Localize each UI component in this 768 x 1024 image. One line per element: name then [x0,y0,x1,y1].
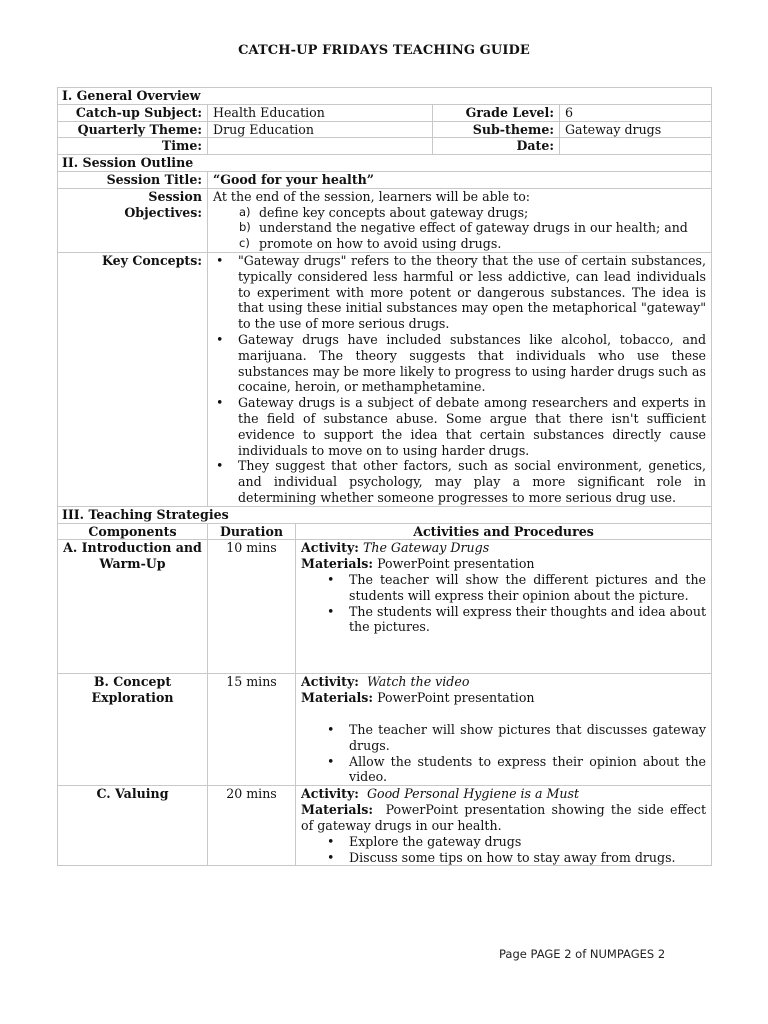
objective-text: promote on how to avoid using drugs. [259,236,502,252]
theme-row [58,121,712,138]
subtheme-value: Gateway drugs [560,121,712,138]
activity-name: Good Personal Hygiene is a Must [366,786,580,802]
time-value [208,138,433,155]
materials-value: PowerPoint presentation showing the side effect of gateway drugs in our health. [301,802,707,833]
objective-marker: b) [239,220,251,235]
session-outline-heading: II. Session Outline [58,155,712,172]
theme-label: Quarterly Theme: [58,121,208,138]
procedure-list [301,722,706,785]
objectives-list [213,205,706,252]
date-label: Date: [433,138,560,155]
session-objectives-cell [208,188,712,252]
materials-label: Materials: [301,802,374,818]
materials-line [301,690,706,706]
materials-value: PowerPoint presentation [377,690,535,706]
objective-text: understand the negative effect of gateway drugs in our health; and [259,220,688,236]
procedure-list [301,834,706,866]
page-title: CATCH-UP FRIDAYS TEACHING GUIDE [238,43,530,58]
activities-cell [296,674,712,786]
components-column-header: Components [58,523,208,540]
subject-row [58,104,712,121]
key-concepts-row [58,252,712,506]
component-name: C. Valuing [58,786,208,866]
key-concept-item: • Gateway drugs have included substances like alcohol, tobacco, and marijuana. The theory suggests that individuals who use these substances may be more likely to progress to using harder drugs such as cocaine, heroin, or methamphetamine. [213,332,706,395]
activity-label: Activity: [301,540,359,556]
component-duration: 10 mins [208,540,296,674]
subtheme-label: Sub-theme: [433,121,560,138]
procedure-item: • Explore the gateway drugs [301,834,706,850]
materials-line [301,802,706,834]
objective-item [213,205,706,221]
objective-marker: a) [239,204,251,219]
activities-cell [296,540,712,674]
materials-line [301,556,706,572]
time-row [58,138,712,155]
activity-line [301,540,706,556]
activity-name: Watch the video [366,674,470,690]
strategy-row-concept-exploration [58,674,712,786]
procedure-item: • The teacher will show the different pictures and the students will express their opinion about the picture. [301,572,706,604]
component-name: A. Introduction and Warm-Up [58,540,208,674]
materials-label: Materials: [301,690,374,706]
activity-label: Activity: [301,786,359,802]
procedure-item: • Allow the students to express their opinion about the video. [301,754,706,786]
teaching-guide-table [57,87,712,866]
objectives-intro: At the end of the session, learners will be able to: [213,188,531,204]
procedure-item: • Discuss some tips on how to stay away from drugs. [301,850,706,866]
activity-line [301,786,706,802]
strategy-row-valuing [58,786,712,866]
key-concept-item: • "Gateway drugs" refers to the theory that the use of certain substances, typically considered less harmful or less addictive, can lead individuals to experiment with more potent or dangerous substances. The idea is that using these initial substances may open the metaphorical "gateway" to the use of more serious drugs. [213,253,706,332]
objectives-label-line-1: Session [148,188,202,204]
objective-item [213,220,706,236]
subject-value: Health Education [208,104,433,121]
session-outline-header-row [58,155,712,172]
materials-value: PowerPoint presentation [377,556,535,572]
key-concept-item: • Gateway drugs is a subject of debate among researchers and experts in the field of substance abuse. Some argue that there isn't sufficient evidence to support the idea that certain substances directly cause individuals to move on to using harder drugs. [213,395,706,458]
activity-line [301,674,706,690]
grade-value: 6 [560,104,712,121]
materials-label: Materials: [301,556,374,572]
page-footer: Page PAGE 2 of NUMPAGES 2 [499,947,666,961]
key-concept-item: • They suggest that other factors, such as social environment, genetics, and individual psychology, may play a more significant role in determining whether someone progresses to more serious drug use. [213,458,706,505]
component-duration: 15 mins [208,674,296,786]
subject-label: Catch-up Subject: [58,104,208,121]
spacer [301,706,706,722]
objective-item [213,236,706,252]
grade-label: Grade Level: [433,104,560,121]
objectives-label-line-2: Objectives: [124,204,202,220]
session-title-label: Session Title: [58,171,208,188]
key-concepts-label: Key Concepts: [58,252,208,506]
teaching-strategies-header-row [58,506,712,523]
duration-column-header: Duration [208,523,296,540]
activity-label: Activity: [301,674,359,690]
teaching-strategies-heading: III. Teaching Strategies [58,506,712,523]
general-overview-header-row [58,88,712,105]
procedure-item: • The students will express their thoughts and idea about the pictures. [301,604,706,636]
key-concepts-cell [208,252,712,506]
session-objectives-row [58,188,712,252]
time-label: Time: [58,138,208,155]
date-value [560,138,712,155]
session-objectives-label [58,188,208,252]
theme-value: Drug Education [208,121,433,138]
activities-column-header: Activities and Procedures [296,523,712,540]
component-name: B. Concept Exploration [58,674,208,786]
strategy-row-introduction [58,540,712,674]
activity-name: The Gateway Drugs [362,540,490,556]
component-duration: 20 mins [208,786,296,866]
session-title-value: “Good for your health” [208,171,712,188]
procedure-item: • The teacher will show pictures that discusses gateway drugs. [301,722,706,754]
activities-cell [296,786,712,866]
strategies-column-header-row [58,523,712,540]
session-title-row [58,171,712,188]
key-concepts-list [213,253,706,506]
general-overview-heading: I. General Overview [58,88,712,105]
objective-marker: c) [239,236,250,251]
procedure-list [301,572,706,635]
objective-text: define key concepts about gateway drugs; [259,204,529,220]
